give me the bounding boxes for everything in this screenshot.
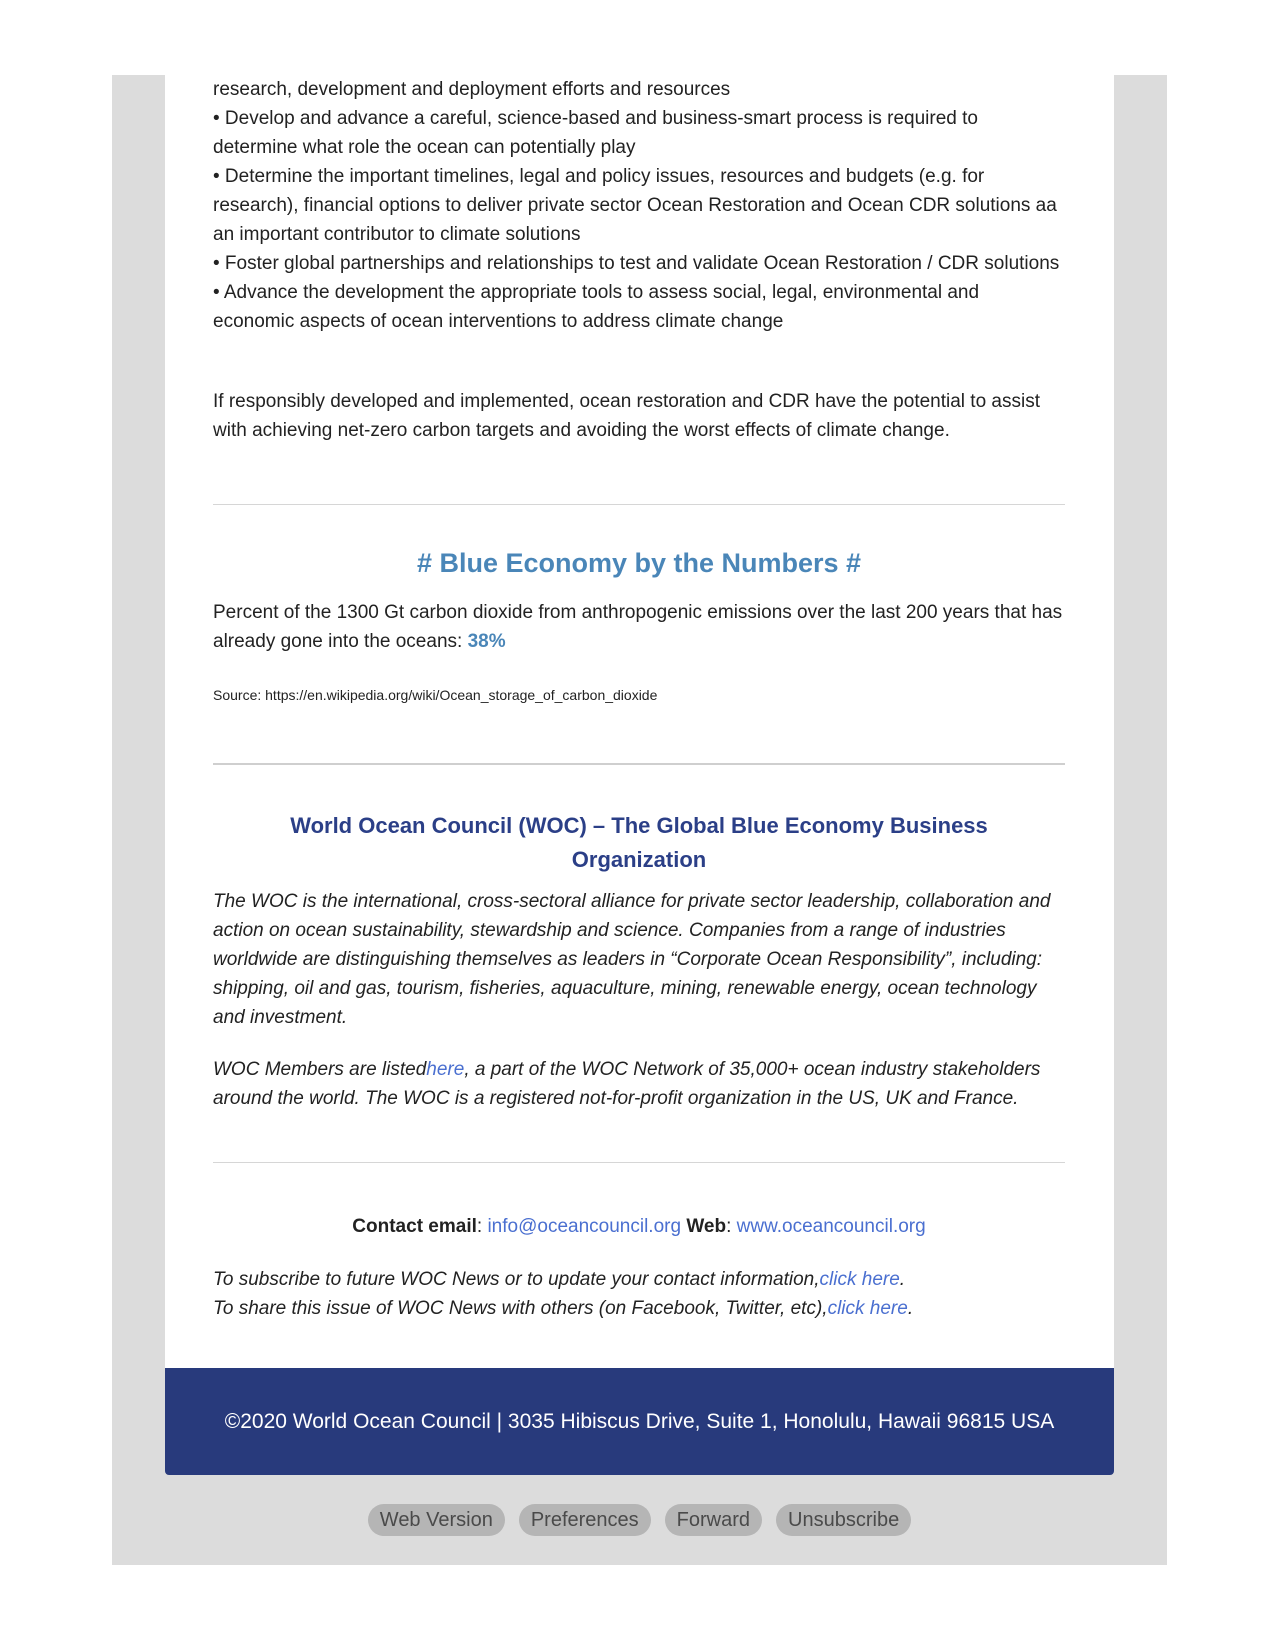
- bullet-item: • Determine the important timelines, legal and policy issues, resources and budgets (e.g. for research), financial options to deliver private sector Ocean Restoration and Ocean CDR solutions aa an important contributor to climate solutions: [213, 166, 1057, 245]
- woc-members-text-after: , a part of the WOC Network of 35,000+ ocean industry stakeholders around the world. The WOC is a registered not-for-profit organization in the US, UK and France.: [213, 1059, 1041, 1109]
- woc-heading-line2: Organization: [571, 847, 707, 872]
- web-version-button[interactable]: Web Version: [368, 1504, 505, 1536]
- subscribe-line: To subscribe to future WOC News or to update your contact information,click here.: [213, 1269, 906, 1290]
- numbers-text: Percent of the 1300 Gt carbon dioxide from anthropogenic emissions over the last 200 years that has already gone into the oceans:: [213, 602, 1063, 652]
- share-link[interactable]: click here: [827, 1298, 908, 1319]
- divider: [213, 504, 1065, 505]
- contact-email-label: Contact email: [352, 1216, 477, 1237]
- woc-members-text: WOC Members are listed: [213, 1059, 427, 1080]
- web-label: Web: [686, 1216, 727, 1237]
- preferences-button[interactable]: Preferences: [519, 1504, 651, 1536]
- unsubscribe-button[interactable]: Unsubscribe: [776, 1504, 911, 1536]
- numbers-heading: # Blue Economy by the Numbers #: [416, 548, 862, 578]
- numbers-statement: [213, 598, 1065, 656]
- numbers-value: 38%: [467, 631, 506, 652]
- woc-heading-line1: World Ocean Council (WOC) – The Global Blue Economy Business: [290, 813, 988, 838]
- share-line: To share this issue of WOC News with others (on Facebook, Twitter, etc),click here.: [213, 1298, 914, 1319]
- bullet-list: [213, 75, 1065, 336]
- contact-line: Contact email: info@oceancouncil.org Web: www.oceancouncil.org: [352, 1216, 926, 1237]
- woc-members-paragraph: [213, 1055, 1065, 1113]
- footer-address: ©2020 World Ocean Council | 3035 Hibiscus Drive, Suite 1, Honolulu, Hawaii 96815 USA: [224, 1409, 1055, 1433]
- divider: [213, 763, 1065, 765]
- footer-links: [112, 1504, 1167, 1536]
- bullet-item: research, development and deployment efforts and resources: [213, 79, 731, 100]
- footer-bar: [165, 1368, 1114, 1475]
- bullet-item: • Develop and advance a careful, science-based and business-smart process is required to determine what role the ocean can potentially play: [213, 108, 978, 158]
- bullet-item: • Advance the development the appropriate tools to assess social, legal, environmental and economic aspects of ocean interventions to address climate change: [213, 282, 980, 332]
- woc-description: The WOC is the international, cross-sectoral alliance for private sector leadership, collaboration and action on ocean sustainability, stewardship and science. Companies from a range of industries worldwide are distinguishing themselves as leaders in “Corporate Ocean Responsibility”, including: shipping, oil and gas, tourism, fisheries, aquaculture, mining, renewable energy, ocean technology and investment.: [213, 891, 1051, 1028]
- share-text: To share this issue of WOC News with others (on Facebook, Twitter, etc),: [213, 1298, 828, 1319]
- subscribe-block: [213, 1265, 1065, 1323]
- numbers-source: Source: https://en.wikipedia.org/wiki/Ocean_storage_of_carbon_dioxide: [213, 687, 658, 703]
- forward-button[interactable]: Forward: [665, 1504, 762, 1536]
- closing-paragraph: If responsibly developed and implemented, ocean restoration and CDR have the potential to assist with achieving net-zero carbon targets and avoiding the worst effects of climate change.: [213, 391, 1040, 441]
- subscribe-link[interactable]: click here: [819, 1269, 900, 1290]
- bullet-item: • Foster global partnerships and relationships to test and validate Ocean Restoration / CDR solutions: [213, 253, 1060, 274]
- subscribe-text: To subscribe to future WOC News or to update your contact information,: [213, 1269, 820, 1290]
- woc-heading: [213, 809, 1065, 877]
- woc-members-link[interactable]: here: [426, 1059, 465, 1080]
- web-link[interactable]: www.oceancouncil.org: [736, 1216, 926, 1237]
- contact-email-link[interactable]: info@oceancouncil.org: [487, 1216, 682, 1237]
- divider: [213, 1162, 1065, 1163]
